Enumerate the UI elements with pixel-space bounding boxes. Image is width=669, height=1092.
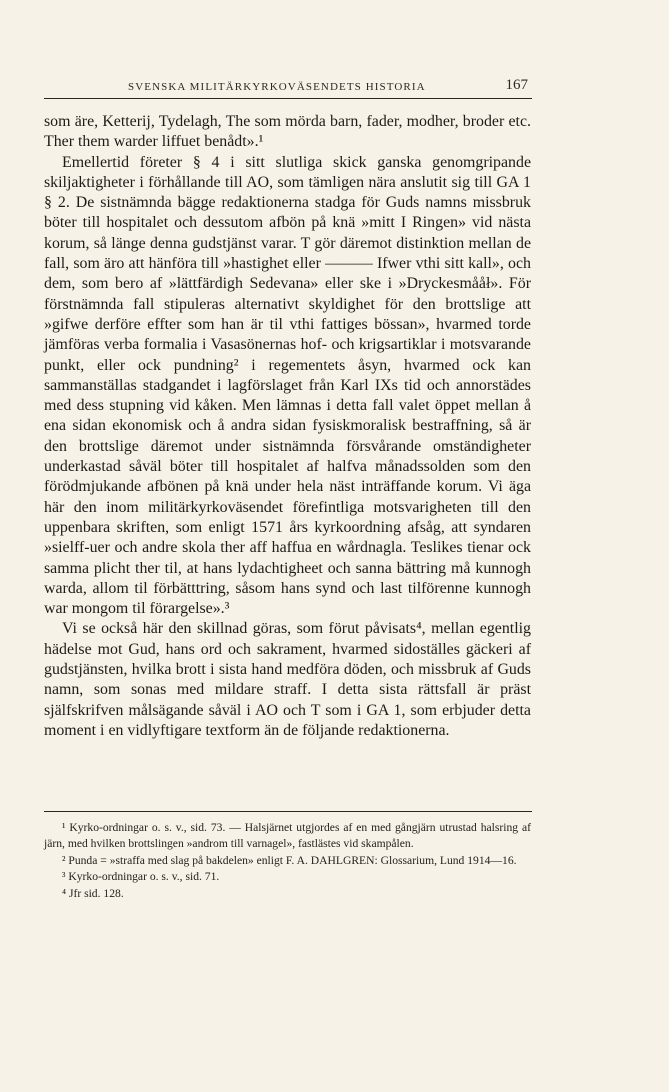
footnote: ¹ Kyrko-ordningar o. s. v., sid. 73. — Halsjärnet utgjordes af en med gångjärn utrustad halsring af järn, med hvilken brottslingen »androm till varnagel», fastlästes vid skampålen. [44, 821, 531, 851]
footnotes [44, 820, 531, 902]
running-header [44, 72, 532, 99]
body-text [44, 112, 531, 741]
paragraph-continued: som äre, Ketterij, Tydelagh, The som mörda barn, fader, modher, broder etc. Ther them warder liffuet benådt».¹ [44, 113, 531, 151]
running-title: SVENSKA MILITÄRKYRKOVÄSENDETS HISTORIA [128, 81, 426, 93]
footnote-separator [44, 811, 532, 812]
footnote: ² Punda = »straffa med slag på bakdelen» enligt F. A. DAHLGREN: Glossarium, Lund 1914—16. [62, 853, 517, 867]
paragraph: Vi se också här den skillnad göras, som förut påvisats⁴, mellan egentlig hädelse mot Gud, hans ord och sakrament, hvarmed sidoställes gäckeri af gudstjänsten, hvilka brott i sista hand medföra döden, och missbruk af Guds namn, som sonas med mildare straff. I detta sista rättsfall är präst själfskrifven målsägande såväl i AO och T som i GA 1, som erbjuder detta moment i en vidlyftigare textform än de följande redaktionerna. [44, 620, 531, 739]
page-number: 167 [505, 77, 528, 93]
footnote: ⁴ Jfr sid. 128. [62, 886, 124, 900]
footnote: ³ Kyrko-ordningar o. s. v., sid. 71. [62, 870, 220, 884]
paragraph: Emellertid företer § 4 i sitt slutliga skick ganska genomgripande skiljaktigheter i förhållande till AO, som tämligen nära anslutit sig till GA 1 § 2. De sistnämnda bägge redaktionerna stadga för Guds namns missbruk böter till hospitalet och dessutom afbön på knä »mitt I Ringen» vid nästa korum, så länge denna gudstjänst varar. T gör däremot distinktion mellan de fall, som äro att hänföra till »hastighet eller ——— Ifwer vthi sitt kall», och dem, som bero af »lättfärdigh Sedevana» eller ske i »Dryckesmååł». För förstnämnda fall stipuleras alternativt skyldighet för den brottslige att »gifwe derföre effter som han är til vthi fattiges bössan», hvarmed torde jämföras verba formalia i Vasasönernas hof- och krigsartiklar i motsvarande punkt, eller ock pundning² i regementets åsyn, hvarmed ock kan sammanställas stadgandet i lagförslaget från Karl IXs tid och annorstädes med dess stupning vid kåken. Men lämnas i detta fall valet öppet mellan å ena sidan ekonomisk och å andra sidan fysiskmoralisk bestraffning, så är den brottslige däremot under sistnämnda försvårande omständigheter underkastad såväl böter till hospitalet af halfva månadssolden som den förödmjukande afbönen på knä under hela näst inträffande korum. Vi äga här den inom militärkyrkoväsendet förefintliga motsvarigheten till den uppenbara skriften, som enligt 1571 års kyrkoordning afsåg, att syndaren »sielff-uer och andre skola ther aff haffua en wårdnagla. Teslikes tienar ock samma plicht ther til, at hans lydachtigheet och sanna bättring må kunnogh warda, allom til förbätttring, såsom hans synd och last tilförenne kunnogh war mongom til förargelse».³ [44, 153, 531, 618]
